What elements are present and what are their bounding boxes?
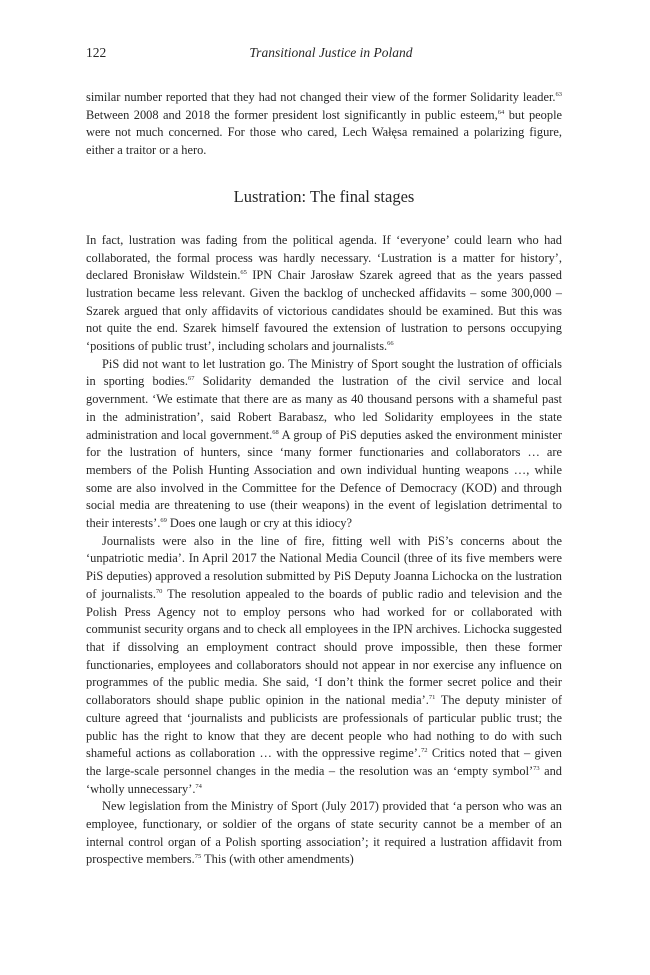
paragraph xyxy=(86,798,562,869)
text-run: Solidarity demanded the lustration of the civil service and local government. ‘We estimate that there are as many as 40 thousand persons with a shameful past in the administration’, said Robert Barabasz, who led Solidarity employees in the state administration and local government. xyxy=(86,374,562,442)
text-run: IPN Chair Jarosław Szarek agreed that as the years passed lustration became less relevant. Given the backlog of unchecked affidavits – some 300,000 – Szarek argued that only affidavits of victorious candidates should be examined. But this was not quite the end. Szarek himself favoured the extension of lustration to persons occupying ‘positions of public trust’, including scholars and journalists. xyxy=(86,268,562,354)
running-title: Transitional Justice in Poland xyxy=(249,45,413,60)
section-heading: Lustration: The final stages xyxy=(233,186,415,206)
footnote-marker: 67 xyxy=(187,375,195,383)
paragraph xyxy=(86,89,562,160)
footnote-marker: 72 xyxy=(421,747,428,755)
text-run: Journalists were also in the line of fire, fitting well with PiS’s concerns about the ‘unpatriotic media’. In April 2017 the National Media Council (three of its five members were PiS deputies) approved a resolution submitted by PiS Deputy Joanna Lichocka on the lustration of journalists. xyxy=(86,533,562,601)
text-run: New legislation from the Ministry of Sport (July 2017) provided that ‘a person who was an employee, functionary, or soldier of the organs of state security cannot be a member of an internal control organ of a Polish sporting association’; it required a lustration affidavit from prospective members. xyxy=(86,799,562,867)
text-run: Does one laugh or cry at this idiocy? xyxy=(166,516,352,531)
text-run: This (with other amendments) xyxy=(201,852,354,867)
footnote-marker: 68 xyxy=(272,428,279,436)
paragraph xyxy=(86,356,562,533)
text-run: PiS did not want to let lustration go. The Ministry of Sport sought the lustration of officials in sporting bodies. xyxy=(86,356,562,389)
footnote-marker: 71 xyxy=(428,694,436,702)
text-run: The resolution appealed to the boards of public radio and television and the Polish Press Agency not to employ persons who had worked for or collaborated with communist security organs and to check all employees in the IPN archives. Lichocka suggested that if dissolving an employment contract should prove impossible, then these former functionaries, employees and collaborators should not appear in nor exercise any influence on programmes of the public media. She said, ‘I don’t think the former secret police and their collaborators should shape public opinion in the national media’. xyxy=(86,586,562,708)
footnote-marker: 74 xyxy=(195,782,202,790)
text-run: A group of PiS deputies asked the environment minister for the lustration of hunters, since ‘many former functionaries and collaborators … are members of the Polish Hunting Association and own individual hunting weapons …, while some are also involved in the Committee for the Defence of Democracy (KOD) and through social media are threatening to use (their weapons) in the event of legislation detrimental to their interests’. xyxy=(86,427,563,531)
footnote-marker: 63 xyxy=(555,91,562,98)
footnote-marker: 69 xyxy=(160,517,167,525)
paragraph xyxy=(86,232,562,356)
text-run: but people were not much concerned. For those who cared, Lech Wałęsa remained a polarizing figure, either a traitor or a hero. xyxy=(86,107,563,158)
text-run: Critics noted that – given the large-scale personnel changes in the media – the resolution was an ‘empty symbol’ xyxy=(86,746,563,778)
page-number: 122 xyxy=(86,45,107,60)
text-run: and ‘wholly unnecessary’. xyxy=(86,763,562,796)
running-head xyxy=(86,44,562,62)
text-run: Between 2008 and 2018 the former president lost significantly in public esteem, xyxy=(86,107,498,122)
footnote-marker: 65 xyxy=(240,269,247,277)
footnote-marker: 70 xyxy=(155,587,163,595)
footnote-marker: 66 xyxy=(387,340,394,348)
paragraph xyxy=(86,533,562,799)
footnote-marker: 64 xyxy=(497,108,505,116)
text-run: The deputy minister of culture agreed that ‘journalists and publicists are professionals of particular public trust; the public has the right to know that they are decent people who had nothing to do with such shameful actions as collaboration … with the oppressive regime’. xyxy=(86,693,562,761)
body-text xyxy=(86,89,562,869)
footnote-marker: 73 xyxy=(533,764,540,772)
footnote-marker: 75 xyxy=(194,853,202,861)
text-run: similar number reported that they had not changed their view of the former Solidarity leader. xyxy=(86,90,556,104)
text-run: In fact, lustration was fading from the political agenda. If ‘everyone’ could learn who had collaborated, the formal process was hardly necessary. ‘Lustration is a matter for history’, declared Bronisław Wildstein. xyxy=(86,232,562,283)
